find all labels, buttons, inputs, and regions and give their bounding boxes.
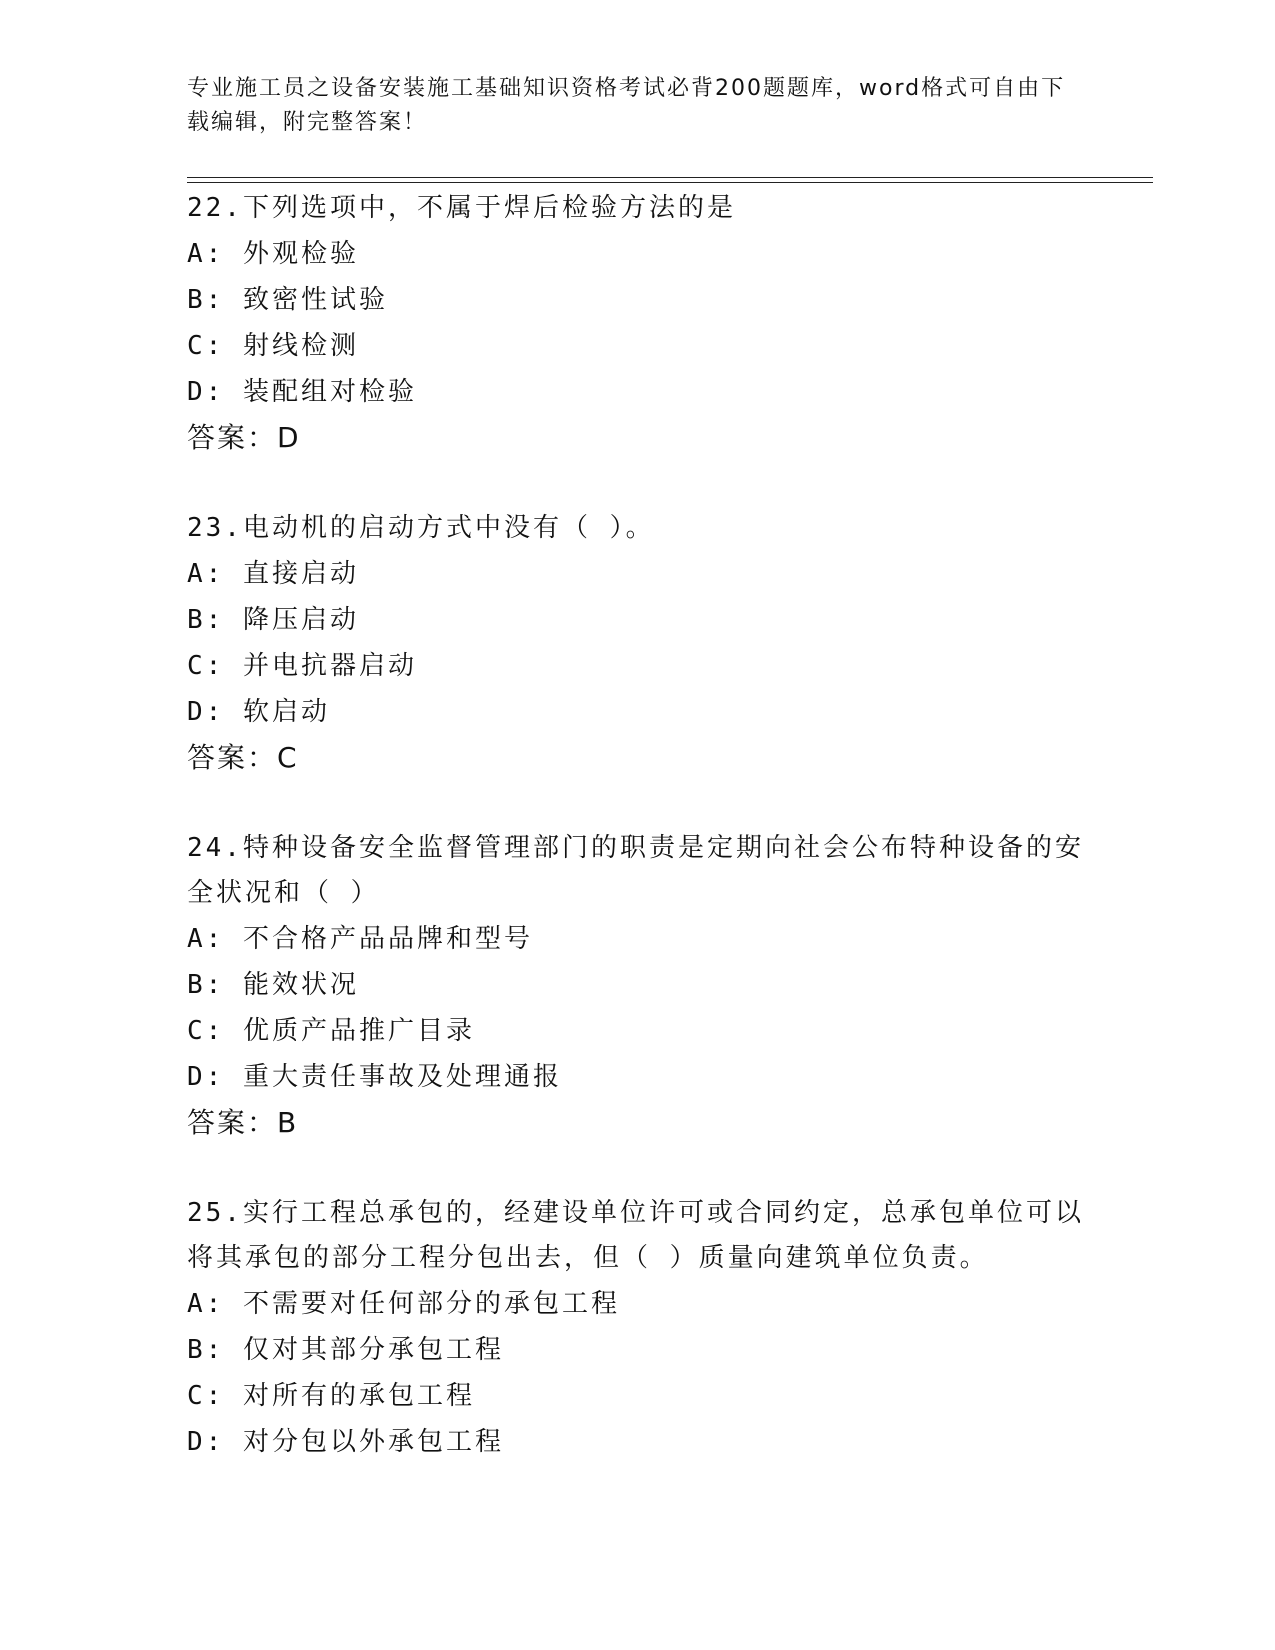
option-c: C: 优质产品推广目录: [187, 1016, 475, 1046]
answer: 答案：B: [187, 1106, 299, 1139]
option-a: A: 外观检验: [187, 239, 359, 269]
option-b: B: 降压启动: [187, 605, 359, 635]
answer: 答案：C: [187, 741, 299, 774]
question-24: [187, 826, 1087, 1146]
option-b: B: 仅对其部分承包工程: [187, 1335, 504, 1365]
option-d: D: 对分包以外承包工程: [187, 1427, 504, 1457]
question-list: [187, 186, 1087, 1510]
option-d: D: 重大责任事故及处理通报: [187, 1062, 562, 1092]
header-rule-bottom: [187, 182, 1153, 183]
option-c: C: 并电抗器启动: [187, 651, 417, 681]
option-a: A: 直接启动: [187, 559, 359, 589]
option-a: A: 不需要对任何部分的承包工程: [187, 1289, 620, 1319]
document-header: 专业施工员之设备安装施工基础知识资格考试必背200题题库，word格式可自由下载编辑，附完整答案！: [187, 76, 1066, 135]
answer: 答案：D: [187, 421, 301, 454]
option-d: D: 软启动: [187, 697, 330, 727]
question-stem: 22.下列选项中，不属于焊后检验方法的是: [187, 193, 736, 223]
option-c: C: 射线检测: [187, 331, 359, 361]
option-c: C: 对所有的承包工程: [187, 1381, 475, 1411]
question-23: [187, 506, 1087, 781]
option-a: A: 不合格产品品牌和型号: [187, 924, 533, 954]
question-25: [187, 1191, 1087, 1465]
option-b: B: 致密性试验: [187, 285, 388, 315]
question-stem: 23.电动机的启动方式中没有（ ）。: [187, 513, 655, 543]
option-b: B: 能效状况: [187, 970, 359, 1000]
option-d: D: 装配组对检验: [187, 377, 417, 407]
question-stem: 24.特种设备安全监督管理部门的职责是定期向社会公布特种设备的安全状况和（ ）: [187, 833, 1084, 908]
header-rule-top: [187, 177, 1153, 178]
question-stem: 25.实行工程总承包的，经建设单位许可或合同约定，总承包单位可以将其承包的部分工程分包出去，但（ ）质量向建筑单位负责。: [187, 1198, 1084, 1273]
question-22: [187, 186, 1087, 461]
